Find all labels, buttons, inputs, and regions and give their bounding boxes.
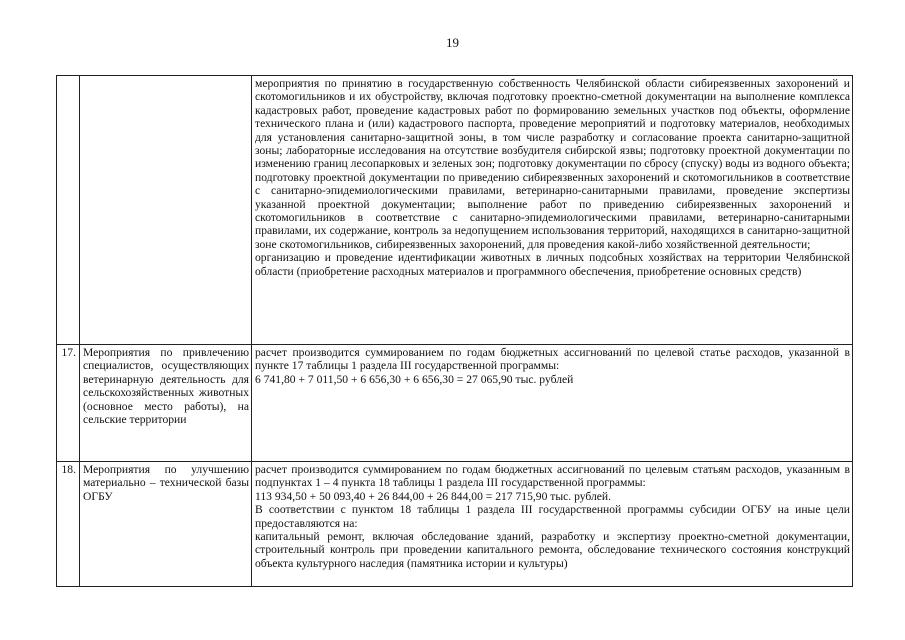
description-paragraph: расчет производится суммированием по годам бюджетных ассигнований по целевой статье расходов, указанной в пункте 17 таблицы 1 раздела III государственной программы: [255,346,850,373]
calculation-description [252,345,853,462]
description-paragraph: мероприятия по принятию в государственную собственность Челябинской области сибиреязвенных захоронений и скотомогильников и их обустройству, включая подготовку проектно-сметной документации на выполнение комплекса кадастровых работ, проведение кадастровых работ по формированию земельных участков под объекты, оформление технического плана и (или) кадастрового паспорта, проведение мероприятий и подготовку материалов, необходимых для установления санитарно-защитной зоны, в том числе разработку и согласование проекта санитарно-защитной зоны; лабораторные исследования на отсутствие возбудителя сибирской язвы; подготовку проектной документации по изменению границ лесопарковых и зеленых зон; подготовку документации по сбросу (спуску) воды из водного объекта; подготовку проектной документации по приведению сибиреязвенных захоронений и скотомогильников в соответствие с санитарно-эпидемиологическими правилами, ветеринарно-санитарными правилами, проведение экспертизы указанной проектной документации; выполнение работ по приведению сибиреязвенных захоронений и скотомогильников в соответствие с санитарно-эпидемиологическими правилами, ветеринарно-санитарными правилами, их содержание, контроль за недопущением использования территорий, находящихся в санитарно-защитной зоне скотомогильников, сибиреязвенных захоронений, для проведения какой-либо хозяйственной деятельности; [255,77,850,251]
description-paragraph: капитальный ремонт, включая обследование зданий, разработку и экспертизу проектно-сметной документации, строительный контроль при проведении капитального ремонта, обследование технического состояния конструкций объекта культурного наследия (памятника истории и культуры) [255,530,850,570]
table-row [57,345,853,462]
description-paragraph: расчет производится суммированием по годам бюджетных ассигнований по целевым статьям расходов, указанным в подпунктах 1 – 4 пункта 18 таблицы 1 раздела III государственной программы: [255,463,850,490]
row-number [57,76,80,345]
calculation-formula: 6 741,80 + 7 011,50 + 6 656,30 + 6 656,30 = 27 065,90 тыс. рублей [255,372,574,386]
table-row [57,76,853,345]
row-number: 18. [57,462,80,587]
measure-name [80,76,252,345]
page-number: 19 [446,35,459,50]
description-paragraph: организацию и проведение идентификации животных в личных подсобных хозяйствах на территории Челябинской области (приобретение расходных материалов и программного обеспечения, приобретение основных средств) [255,251,850,278]
measure-name: Мероприятия по привлечению специалистов, осуществляющих ветеринарную деятельность для сельскохозяйственных животных (основное место работы), на сельские территории [80,345,252,462]
table-row [57,462,853,587]
calculation-formula: 113 934,50 + 50 093,40 + 26 844,00 + 26 844,00 = 217 715,90 тыс. рублей. [255,489,612,503]
row-number: 17. [57,345,80,462]
calculation-description [252,76,853,345]
measure-name: Мероприятия по улучшению материально – технической базы ОГБУ [80,462,252,587]
calculation-description [252,462,853,587]
measures-table [56,75,853,587]
description-paragraph: В соответствии с пунктом 18 таблицы 1 раздела III государственной программы субсидии ОГБУ на иные цели предоставляются на: [255,503,850,530]
